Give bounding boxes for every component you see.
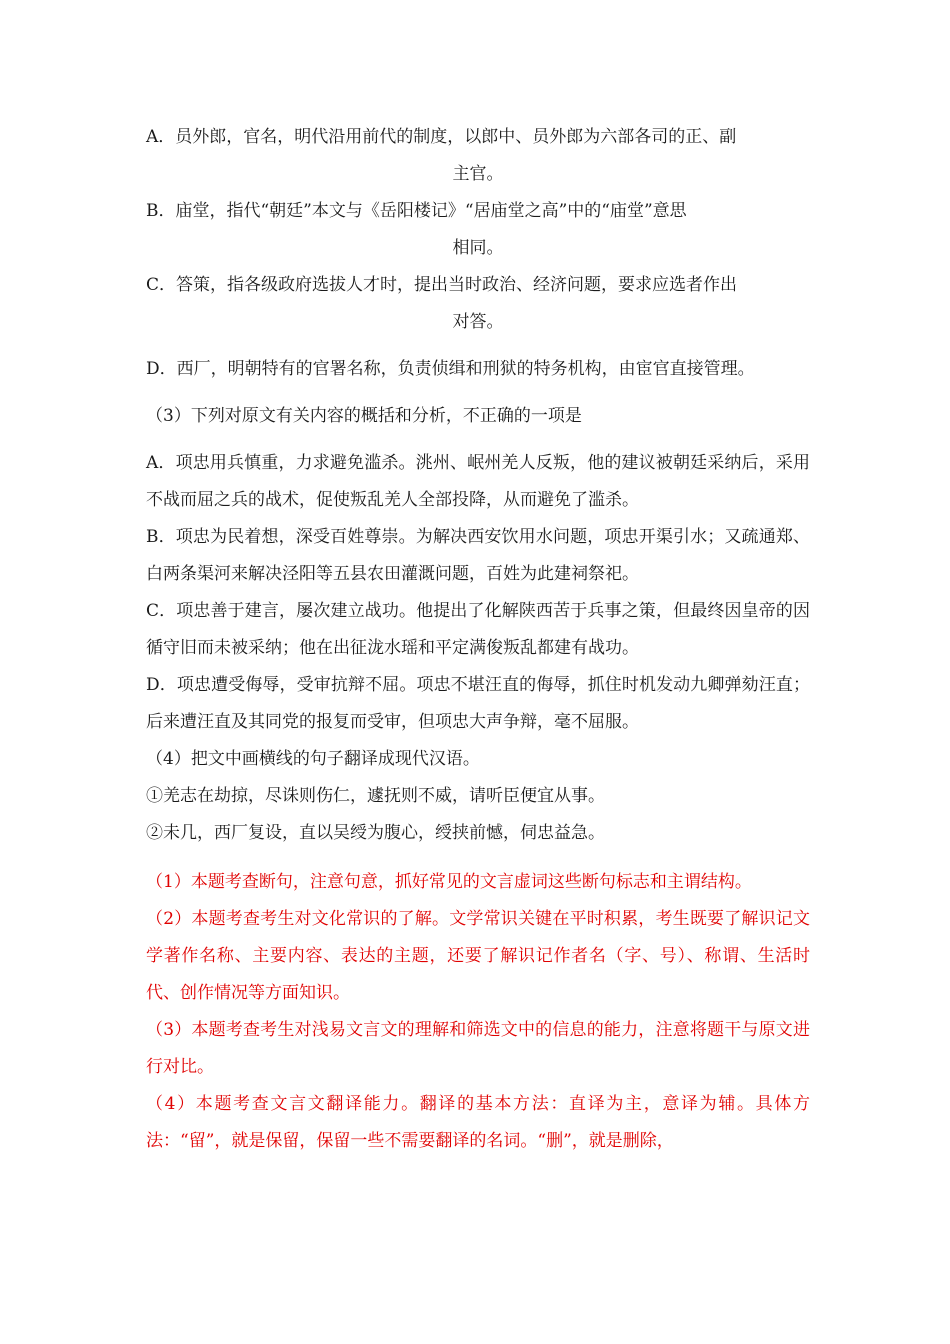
q2-option-a-line2: 主官。	[452, 164, 504, 184]
q2-option-b-line1: B．庙堂，指代“朝廷”本文与《岳阳楼记》“居庙堂之高”中的“庙堂”意思	[146, 201, 687, 221]
q2-option-a-line1: A．员外郎，官名，明代沿用前代的制度，以郎中、员外郎为六部各司的正、副	[146, 127, 737, 147]
answer-4: （4）本题考查文言文翻译能力。翻译的基本方法：直译为主，意译为辅。具体方法：“留”，就是保留，保留一些不需要翻译的名词。“删”，就是删除，	[146, 1094, 810, 1151]
q4-stem: （4）把文中画横线的句子翻译成现代汉语。	[146, 749, 480, 769]
q3-option-a: A．项忠用兵慎重，力求避免滥杀。洮州、岷州羌人反叛，他的建议被朝廷采纳后，采用不战而屈之兵的战术，促使叛乱羌人全部投降，从而避免了滥杀。	[146, 453, 810, 510]
q4-item-2: ②未几，西厂复设，直以吴绶为腹心，绶挟前憾，伺忠益急。	[146, 823, 605, 843]
q2-option-a	[146, 119, 810, 193]
q2-option-d: D．西厂，明朝特有的官署名称，负责侦缉和刑狱的特务机构，由宦官直接管理。	[146, 359, 755, 379]
q3-option-b: B．项忠为民着想，深受百姓尊崇。为解决西安饮用水问题，项忠开渠引水；又疏通郑、白两条渠河来解决泾阳等五县农田灌溉问题，百姓为此建祠祭祀。	[146, 527, 810, 584]
q3-stem: （3）下列对原文有关内容的概括和分析，不正确的一项是	[146, 406, 582, 426]
q2-option-b-line2: 相同。	[452, 238, 504, 258]
q3-option-c: C．项忠善于建言，屡次建立战功。他提出了化解陕西苦于兵事之策，但最终因皇帝的因循守旧而未被采纳；他在出征泷水瑶和平定满俊叛乱都建有战功。	[146, 601, 810, 658]
answer-section	[146, 864, 810, 1160]
q2-option-c-line1: C．答策，指各级政府选拔人才时，提出当时政治、经济问题，要求应选者作出	[146, 275, 738, 295]
document-body	[146, 119, 810, 1160]
q3-option-d: D．项忠遭受侮辱，受审抗辩不屈。项忠不堪汪直的侮辱，抓住时机发动九卿弹劾汪直；后来遭汪直及其同党的报复而受审，但项忠大声争辩，毫不屈服。	[146, 675, 810, 732]
answer-3: （3）本题考查考生对浅易文言文的理解和筛选文中的信息的能力，注意将题干与原文进行对比。	[146, 1020, 810, 1077]
q2-option-c	[146, 267, 810, 341]
q2-option-b	[146, 193, 810, 267]
answer-1: （1）本题考查断句，注意句意，抓好常见的文言虚词这些断句标志和主谓结构。	[146, 872, 752, 892]
q4-item-1: ①羌志在劫掠，尽诛则伤仁，遽抚则不威，请听臣便宜从事。	[146, 786, 605, 806]
q2-option-c-line2: 对答。	[452, 312, 504, 332]
answer-2: （2）本题考查考生对文化常识的了解。文学常识关键在平时积累，考生既要了解识记文学著作名称、主要内容、表达的主题，还要了解识记作者名（字、号）、称谓、生活时代、创作情况等方面知识。	[146, 909, 810, 1003]
